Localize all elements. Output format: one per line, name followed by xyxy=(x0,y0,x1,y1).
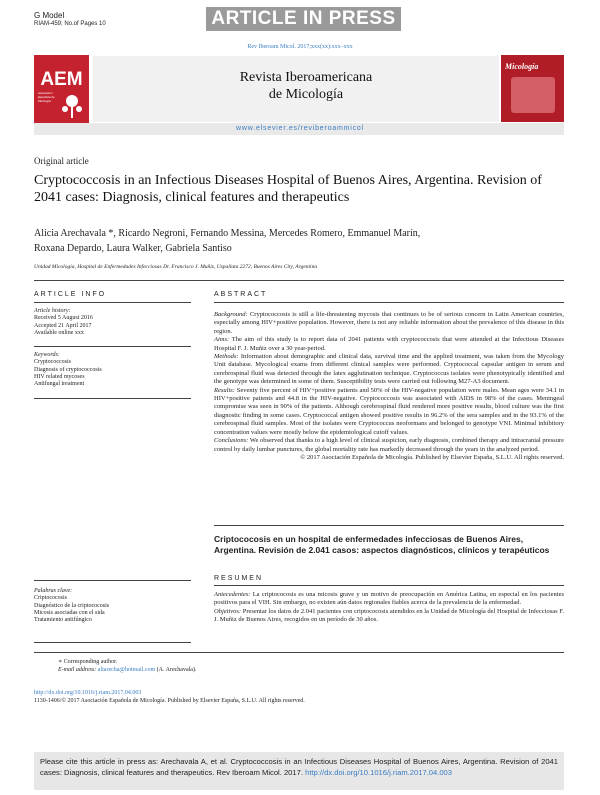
email-label: E-mail address: xyxy=(58,667,97,673)
background-label: Background: xyxy=(214,311,248,318)
footnotes xyxy=(58,658,196,674)
abstract-heading: ABSTRACT xyxy=(214,291,268,298)
email-link[interactable]: aliarecha@hotmail.com xyxy=(97,667,156,673)
keywords-label: Keywords: xyxy=(34,352,60,358)
article-title: Cryptococcosis in an Infectious Diseases Hospital of Buenos Aires, Argentina. Revision of 2041 cases: Diagnosis, clinical features and therapeutics xyxy=(34,173,542,205)
journal-cover-thumbnail xyxy=(501,55,564,122)
cite-doi-link[interactable]: http://dx.doi.org/10.1016/j.riam.2017.04.003 xyxy=(305,768,453,777)
objetivos-text: Presentar los datos de 2.041 pacientes con criptococosis atendidos en la Unidad de Micología del Hospital de Infecciosas F. J. Muñiz de Buenos Aires, recogidos en un período de 30 años. xyxy=(214,607,564,624)
cover-title: Micología xyxy=(505,62,539,71)
corresponding-author: ∗ Corresponding author. xyxy=(58,659,118,665)
conclusions-label: Conclusions: xyxy=(214,437,249,445)
keyword: Diagnosis of cryptococcosis xyxy=(34,366,102,373)
keyword: HIV related mycoses xyxy=(34,373,85,380)
conclusions-text: We observed that thanks to a high level of clinical suspicion, early diagnosis, combined therapy and intracranial pressure control by daily lumbar punctures, the global mortality rate has markedly decreased through the years in the analyzed period. xyxy=(214,437,564,453)
methods-label: Methods: xyxy=(214,353,239,361)
divider xyxy=(214,302,564,303)
keyword: Diagnóstico de la criptococosis xyxy=(34,602,110,609)
logo-society-text: Asociación Española de Micología xyxy=(38,91,55,103)
email-line xyxy=(58,666,196,674)
results-label: Results: xyxy=(214,386,235,394)
online-date: Available online xxx xyxy=(34,329,84,336)
article-history xyxy=(34,308,93,337)
resumen-heading: RESUMEN xyxy=(214,575,264,582)
received-date: Received 5 August 2016 xyxy=(34,315,93,322)
journal-citation-ref[interactable]: Rev Iberoam Micol. 2017;xxx(xx):xxx–xxx xyxy=(247,44,353,50)
spanish-title: Criptococosis en un hospital de enfermedades infecciosas de Buenos Aires, Argentina. Revisión de 2.041 casos: aspectos diagnósticos, clínicos y terapéuticos xyxy=(214,534,550,555)
article-info-heading: ARTICLE INFO xyxy=(34,291,107,298)
results-text: Seventy five percent of HIV+positive patients and 50% of the HIV-negative population were males. Mean ages were 34.1 in HIV+positive patients and 44.8 in the HIV-negative. Cryptococcosis was associated with AIDS in 98% of the cases. Meningeal compromise was seen in 90% of the patients. Although cerebrospinal fluid rendered more positive results, blood culture was the first diagnostic finding in some cases. Cryptococcal antigen showed positive results in 96.2% of the sera samples and in the 93.1% of the cerebrospinal fluid samples. Most of the isolates were Cryptococcus neoformans and belonged to genotype VNI. Minimal inhibitory concentration values were mostly below the epidemiological cutoff values. xyxy=(214,386,564,436)
society-emblem-icon xyxy=(59,93,85,120)
divider xyxy=(34,280,564,281)
palabras-clave xyxy=(34,588,109,624)
article-in-press-banner: ARTICLE IN PRESS xyxy=(206,7,401,31)
doi-block xyxy=(34,689,305,705)
aims-label: Aims: xyxy=(214,336,230,344)
keyword: Cryptococcosis xyxy=(34,359,71,366)
doi-link[interactable]: http://dx.doi.org/10.1016/j.riam.2017.04.003 xyxy=(34,690,142,696)
abstract-body xyxy=(214,311,564,462)
manuscript-ref: RIAM-459; No.of Pages 10 xyxy=(34,21,106,27)
citation-text xyxy=(40,756,558,778)
journal-title-line1: Revista Iberoamericana xyxy=(239,70,373,85)
article-type: Original article xyxy=(34,156,89,166)
author-list xyxy=(34,226,564,256)
keyword: Antifungal treatment xyxy=(34,381,85,388)
logo-text: AEM xyxy=(40,69,83,90)
objetivos-label: Objetivos: xyxy=(214,607,242,615)
journal-title-line2: de Micología xyxy=(268,87,344,102)
aem-logo xyxy=(34,55,89,123)
palabras-clave-label: Palabras clave: xyxy=(34,588,73,594)
g-model-label: G Model xyxy=(34,11,65,20)
divider xyxy=(34,580,191,581)
divider xyxy=(214,585,564,586)
cite-prefix: Please cite this article in press as: Arechavala A, et al. Cryptococcosis in an Infectious Diseases Hospital of Buenos Aires, Argentina. Revision of 2041 cases: Diagnosis, clinical features and therapeutics. Rev Iberoam Micol. 2017. xyxy=(40,757,558,777)
resumen-body xyxy=(214,591,564,625)
affiliation: Unidad Micología, Hospital de Enfermedades Infecciosas Dr. Francisco J. Muñiz, Uspallata 2272, Buenos Aires City, Argentina xyxy=(34,264,318,270)
background-text: Cryptococcosis is still a life-threatening mycosis that continues to be of serious concern in Latin American countries, especially among HIV+positive population. However, there is not any reliable information about the prevalence of this disease in this region. xyxy=(214,311,564,335)
antecedentes-text: La criptococosis es una micosis grave y un motivo de preocupación en América Latina, en especial en los pacientes positivos para el VIH. Sin embargo, no existen aún datos regionales fiables acerca de la prevalencia de la enfermedad. xyxy=(214,591,564,607)
antecedentes-label: Antecedentes: xyxy=(214,591,251,598)
divider xyxy=(34,398,191,399)
aims-text: The aim of this study is to report data of 2041 patients with cryptococcosis that were attended at the Infectious Diseases Hospital F. J. Muñiz over a 30 year-period. xyxy=(214,336,564,352)
journal-url-link[interactable]: www.elsevier.es/reviberoammicol xyxy=(236,125,364,132)
keyword: Criptococosis xyxy=(34,595,67,602)
keyword: Micosis asociadas con el sida xyxy=(34,609,105,616)
accepted-date: Accepted 21 April 2017 xyxy=(34,322,92,329)
keywords xyxy=(34,352,102,388)
journal-title xyxy=(206,69,406,103)
issn-copyright: 1130-1406/© 2017 Asociación Española de Micología. Published by Elsevier España, S.L.U. All rights reserved. xyxy=(34,698,305,704)
divider xyxy=(34,652,564,653)
divider xyxy=(34,642,191,643)
history-label: Article history: xyxy=(34,308,71,314)
divider xyxy=(34,346,191,347)
keyword: Tratamiento antifúngico xyxy=(34,617,92,624)
copyright: © 2017 Asociación Española de Micología. Published by Elsevier España, S.L.U. All rights reserved. xyxy=(300,453,564,461)
methods-text: Information about demographic and clinical data, survival time and the applied treatment, was taken from the Mycology Unit database. Mycological exams from different clinical samples were performed. Cryptococcal capsular antigen in serum and cerebrospinal fluid was detected through the latex agglutination technique. Cryptococcus isolates were phenotypically identified and the genotype was determined in some of them. Susceptibility tests were carried out following M27-A3 document. xyxy=(214,353,565,386)
email-suffix: (A. Arechavala). xyxy=(156,667,197,673)
authors-line1: Alicia Arechavala *, Ricardo Negroni, Fernando Messina, Mercedes Romero, Emmanuel Marín, xyxy=(34,228,421,239)
divider xyxy=(34,302,191,303)
divider xyxy=(214,525,564,526)
cover-image xyxy=(511,77,555,113)
authors-line2: Roxana Depardo, Laura Walker, Gabriela Santiso xyxy=(34,243,232,254)
